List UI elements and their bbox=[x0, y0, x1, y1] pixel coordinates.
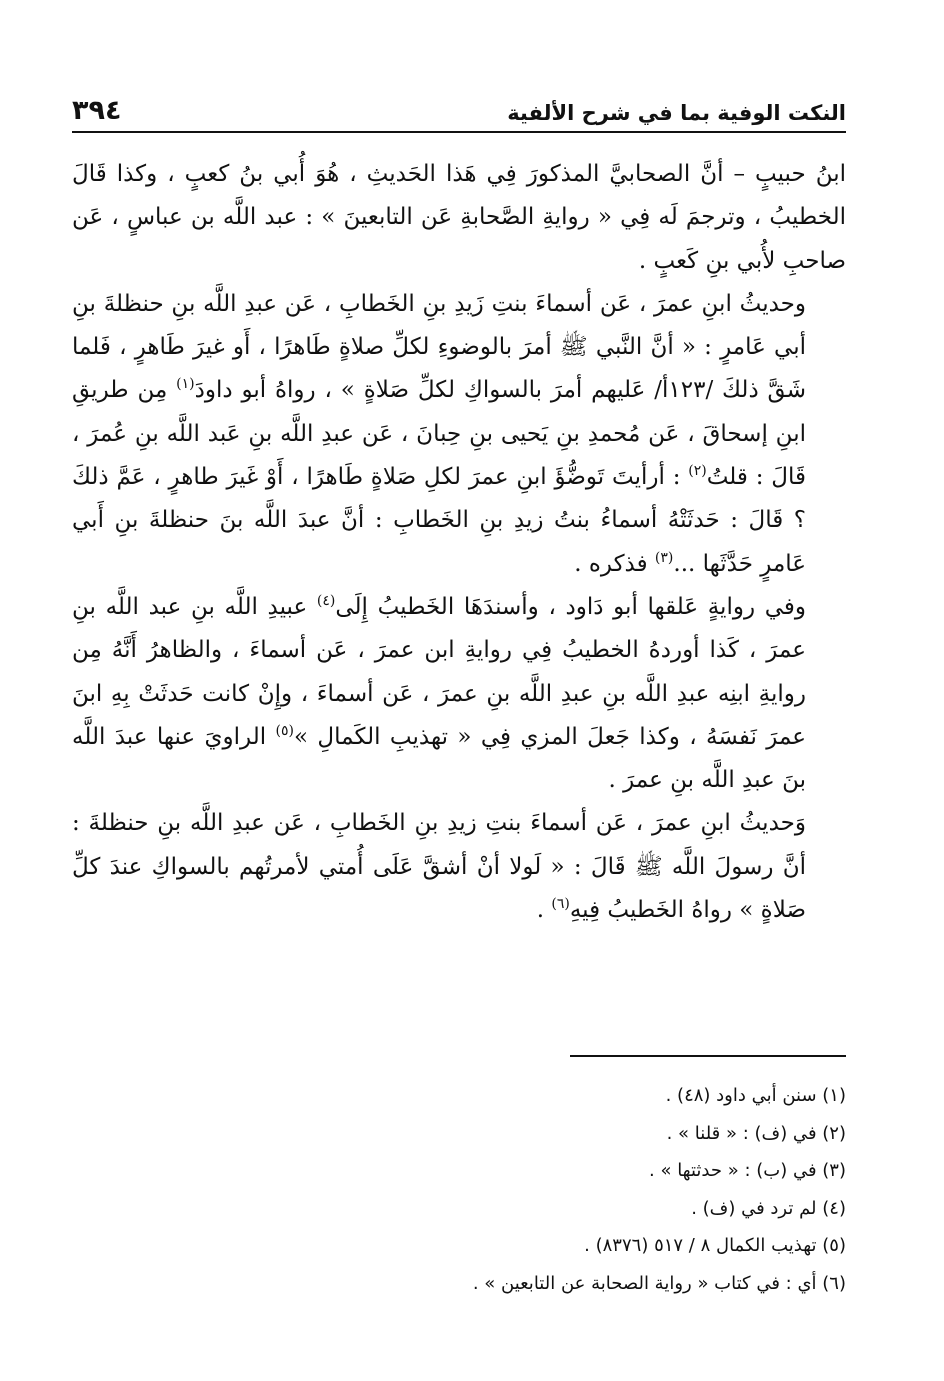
footnotes bbox=[72, 1077, 846, 1302]
header-rule bbox=[72, 131, 846, 133]
footnote-ref-6[interactable]: (٦) bbox=[551, 896, 570, 913]
paragraph-4-text: . bbox=[536, 897, 552, 924]
paragraph-4 bbox=[72, 802, 846, 932]
footnote-ref-1[interactable]: (١) bbox=[176, 376, 195, 393]
footnote-6: (٦) أي : في كتاب « رواية الصحابة عن التابعين » . bbox=[472, 1272, 846, 1294]
paragraph-2-text: : أرأيتَ تَوضُّؤَ ابنِ عمرَ لكلِ صَلاةٍ طَاهرًا ، أَوْ غَيرَ طاهرٍ ، عَمَّ ذلكَ ؟ قَالَ : حَدثَتْهُ أسماءُ بنتُ زيدِ بنِ الخَطابِ : أنَّ عبدَ اللَّه بنَ حنظلةَ بنِ أَبي عَامرٍ حَدَّثَها ... bbox=[72, 464, 806, 577]
main-text bbox=[72, 153, 846, 932]
paragraph-2-text: فذكره . bbox=[574, 550, 655, 577]
paragraph-3-text: الراويَ عنها عبدَ اللَّه بنَ عبدِ اللَّه بنِ عمرَ . bbox=[72, 723, 806, 794]
paragraph-4-text: وَحديثُ ابنِ عمرَ ، عَن أسماءَ بنتِ زيدِ بنِ الخَطابِ ، عَن عبدِ اللَّه بنِ حنظلةَ : أنَّ رسولَ اللَّه ﷺ قَالَ : « لَولا أنْ أشقَّ عَلَى أُمتي لأمرتُهم بالسواكِ عندَ كلِّ صَلاةٍ » رواهُ الخَطيبُ فِيهِ bbox=[72, 810, 806, 924]
book-title: النكت الوفية بما في شرح الألفية bbox=[507, 101, 846, 125]
paragraph-2 bbox=[72, 283, 846, 586]
footnote-1: (١) سنن أبي داود (٤٨) . bbox=[665, 1085, 846, 1106]
footnote-ref-3[interactable]: (٣) bbox=[654, 549, 674, 566]
footnote-ref-4[interactable]: (٤) bbox=[316, 592, 336, 609]
paragraph-3-text: وفي روايةٍ عَلقها أبو دَاود ، وأسندَهَا الخَطيبُ إِلَى bbox=[335, 593, 806, 620]
running-head bbox=[72, 80, 846, 124]
footnote-rule bbox=[570, 1055, 846, 1057]
footnote-3: (٣) في (ب) : « حدثتها » . bbox=[649, 1160, 846, 1181]
footnote-ref-2[interactable]: (٢) bbox=[688, 463, 707, 480]
footnote-4: (٤) لم ترد في (ف) . bbox=[691, 1197, 846, 1219]
paragraph-1: ابنُ حبيبٍ – أنَّ الصحابيَّ المذكورَ فِي هَذا الحَديثِ ، هُوَ أُبي بنُ كعبٍ ، وكذا قَالَ الخطيبُ ، وترجمَ لَه فِي « روايةِ الصَّحابةِ عَن التابعينَ » : عبد اللَّه بن عباسٍ ، عَن صاحبِ لأُبي بنِ كَعبٍ . bbox=[72, 161, 846, 274]
footnote-ref-5[interactable]: (٥) bbox=[275, 722, 294, 739]
footnote-5: (٥) تهذيب الكمال ٨ / ٥١٧ (٨٣٧٦) . bbox=[584, 1235, 846, 1256]
paragraph-2-text: وحديثُ ابنِ عمرَ ، عَن أسماءَ بنتِ زَيدِ بنِ الخَطابِ ، عَن عبدِ اللَّه بنِ حنظلةَ بنِ أبي عَامرٍ : « أنَّ النَّبي ﷺ أمرَ بالوضوءِ لكلِّ صلاةٍ طَاهرًا ، أَو غيرَ طَاهرٍ ، فَلما شَقَّ ذلكَ /١٢٣أ/ عَليهم أمرَ بالسواكِ لكلِّ صَلاةٍ » ، رواهُ أبو داودَ bbox=[72, 290, 806, 404]
paragraph-3 bbox=[72, 586, 846, 802]
page-number: ٣٩٤ bbox=[72, 95, 122, 126]
paragraph-3-text: عبيدِ اللَّه بنِ عبد اللَّه بنِ عمرَ ، كَذا أوردهُ الخطيبُ فِي روايةِ ابن عمرَ ، عَن أسماءَ ، والظاهرُ أَنَّهُ مِن روايةِ ابنِه عبدِ اللَّه بنِ عبدِ اللَّه بنِ عمرَ ، عَن أسماءَ ، وإِنْ كانت حَدثَتْ بِهِ ابنَ عمرَ نَفسَهُ ، وكذا جَعلَ المزي فِي « تهذيبِ الكَمالِ » bbox=[72, 593, 806, 750]
paragraph-2-text: مِن طريقِ ابنِ إسحاقَ ، عَن مُحمدِ بنِ يَحيى بنِ حِبانَ ، عَن عبدِ اللَّه بنِ عَبد اللَّه بنِ عُمرَ ، قَالَ : قلتُ bbox=[72, 377, 806, 491]
footnote-2: (٢) في (ف) : « قلنا » . bbox=[666, 1122, 846, 1144]
